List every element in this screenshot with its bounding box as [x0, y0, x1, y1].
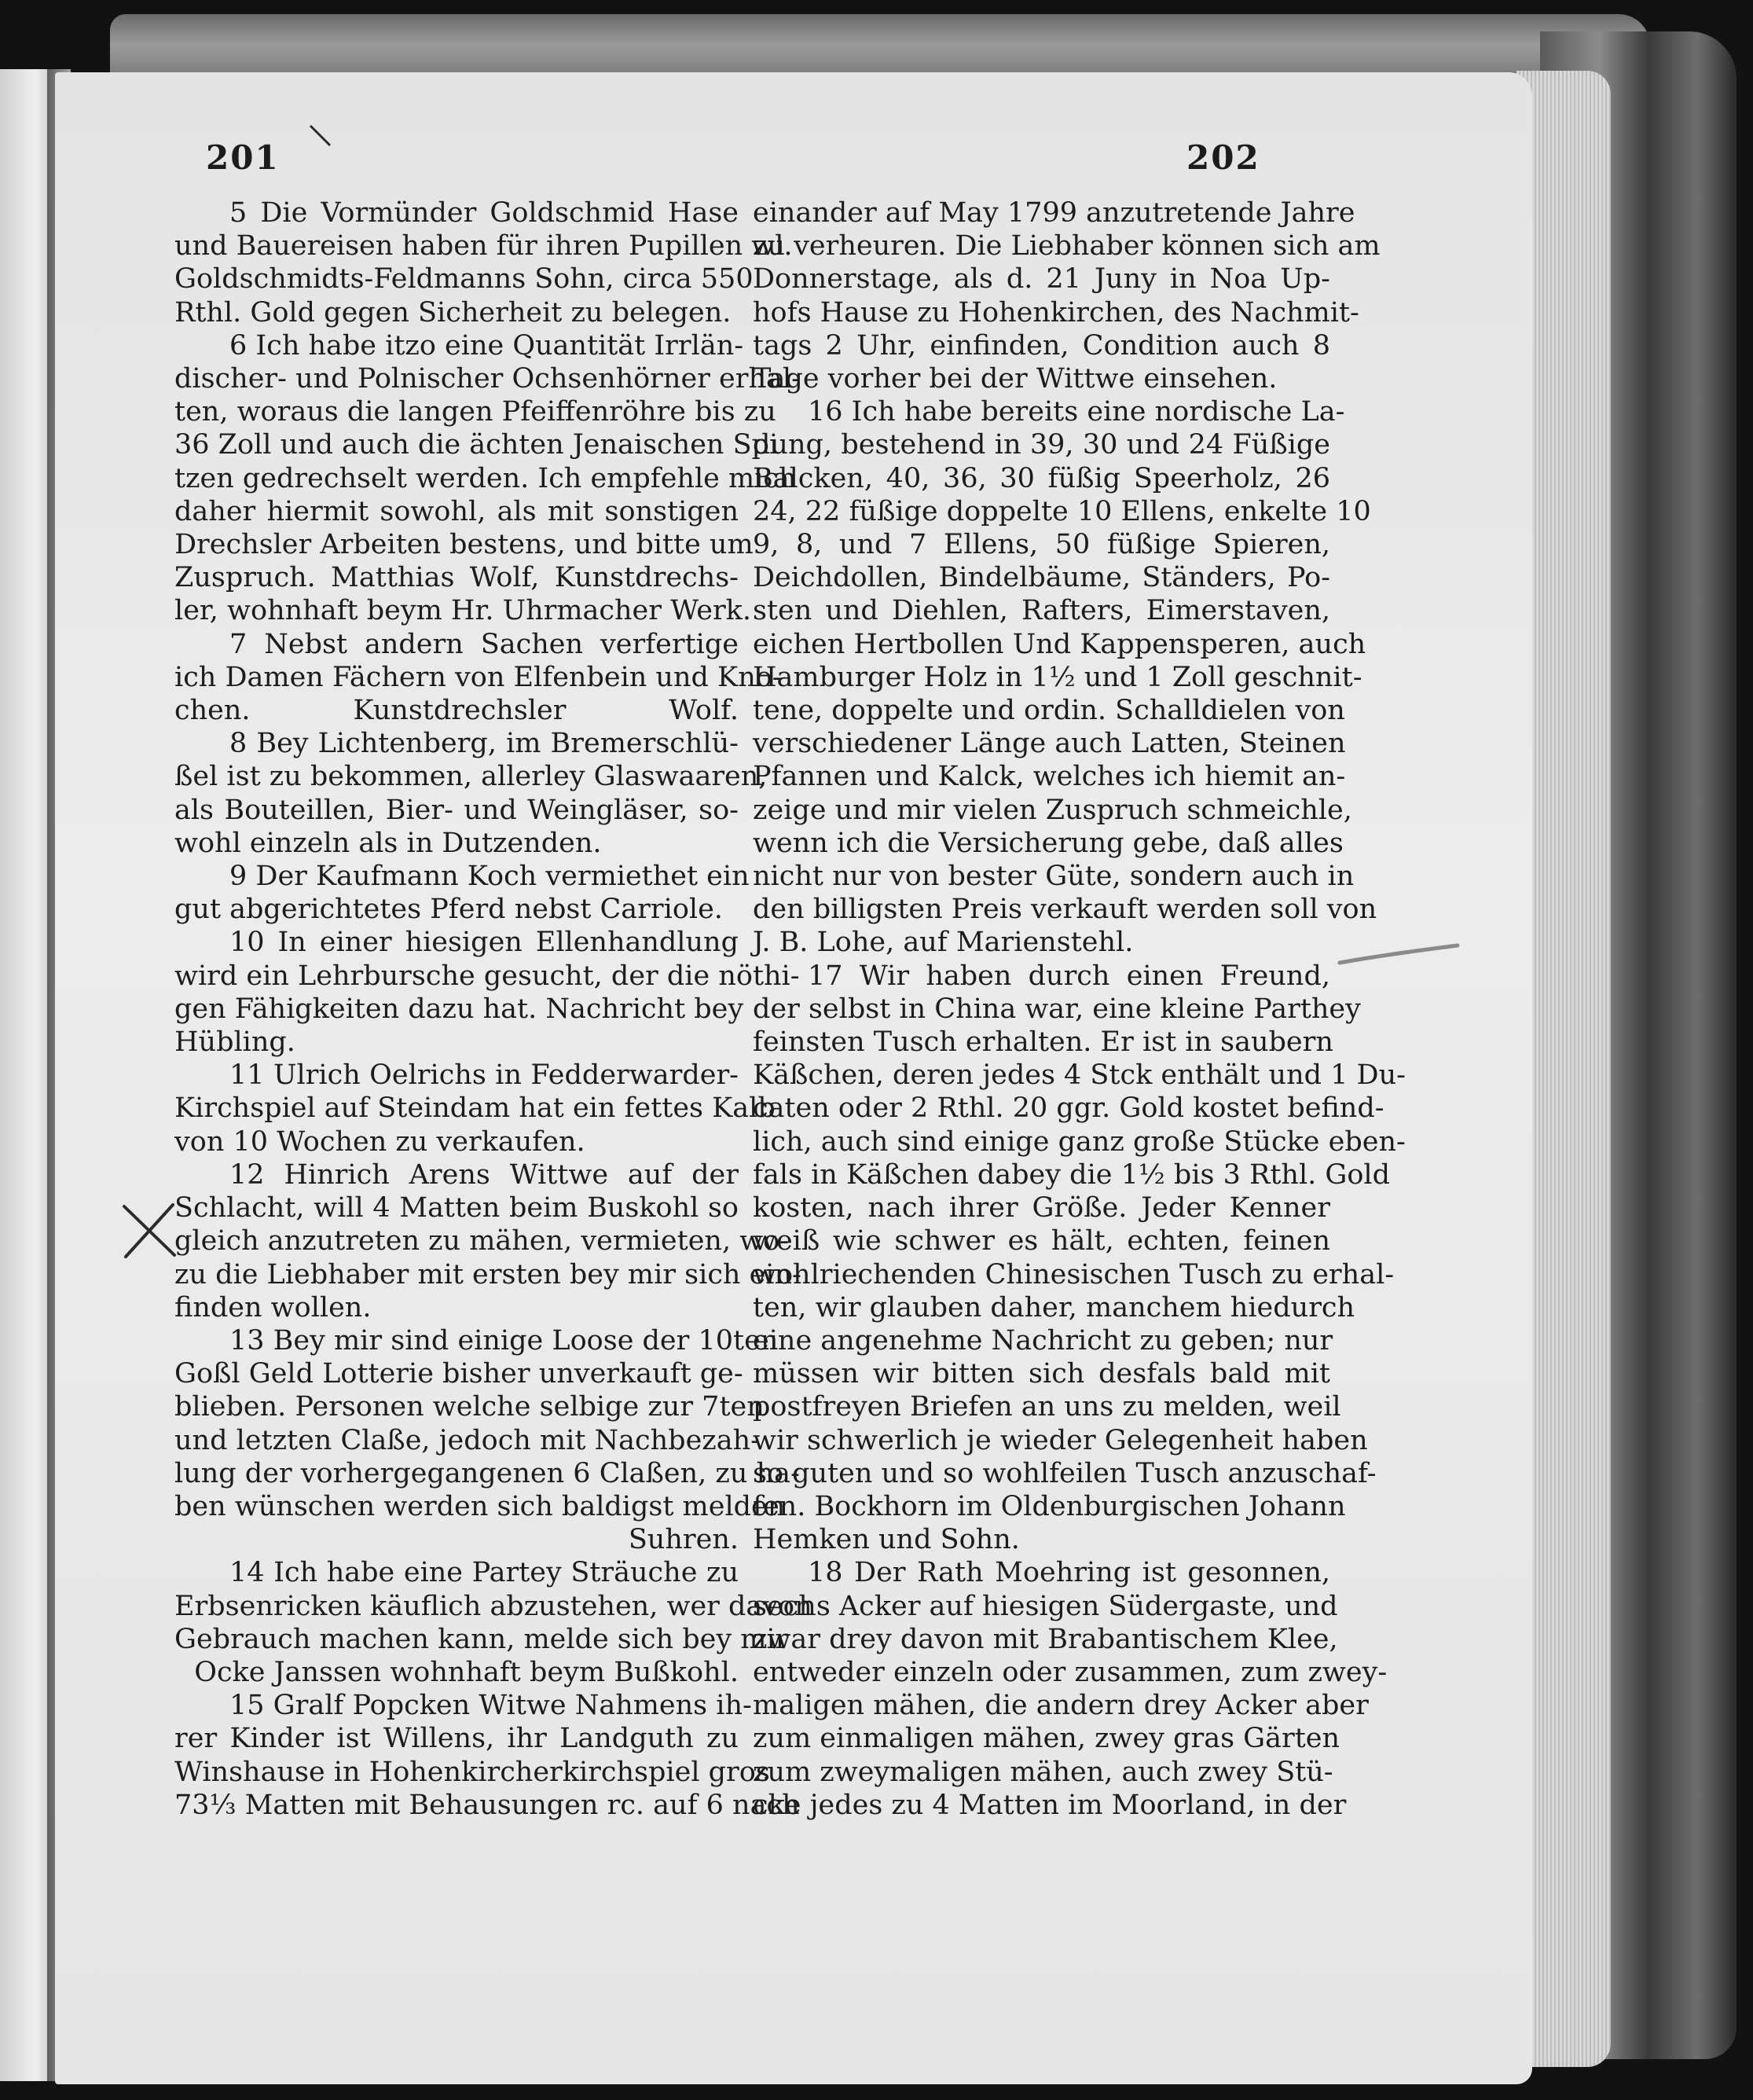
text-line: lung der vorhergegangenen 6 Claßen, zu ha-: [174, 1457, 800, 1489]
text-column-left: [174, 196, 812, 1822]
text-line: 8 Bey Lichtenberg, im Bremerschlü-: [229, 728, 739, 760]
text-line: 10 In einer hiesigen Ellenhandlung: [229, 927, 739, 959]
text-line: Schlacht, will 4 Matten beim Buskohl so: [174, 1192, 739, 1224]
text-line: 6 Ich habe itzo eine Quantität Irrlän-: [229, 329, 744, 362]
text-line: blieben. Personen welche selbige zur 7ten: [174, 1391, 765, 1423]
text-line: der selbst in China war, eine kleine Parthey: [753, 993, 1361, 1025]
text-line: zeige und mir vielen Zuspruch schmeichle,: [753, 794, 1352, 826]
text-line: Hamburger Holz in 1½ und 1 Zoll geschnit-: [753, 661, 1362, 693]
text-line: zu die Liebhaber mit ersten bey mir sich ein-: [174, 1258, 801, 1290]
text-line: Ocke Janssen wohnhaft beym Bußkohl.: [194, 1656, 739, 1688]
text-line: wohlriechenden Chinesischen Tusch zu erhal-: [753, 1258, 1395, 1290]
text-line: Deichdollen, Bindelbäume, Ständers, Po-: [753, 562, 1330, 594]
text-line: Goldschmidts-Feldmanns Sohn, circa 550: [174, 263, 754, 296]
text-line: 24, 22 füßige doppelte 10 Ellens, enkelte 10: [753, 495, 1371, 527]
text-line: 5 Die Vormünder Goldschmid Hase: [229, 197, 739, 229]
text-line: gut abgerichtetes Pferd nebst Carriole.: [174, 894, 723, 926]
text-line: 9 Der Kaufmann Koch vermiethet ein: [229, 861, 750, 893]
text-line: ich Damen Fächern von Elfenbein und Kno-: [174, 661, 782, 693]
text-line: daher hiermit sowohl, als mit sonstigen: [174, 495, 739, 527]
text-line: Zuspruch. Matthias Wolf, Kunstdrechs-: [174, 562, 739, 594]
text-line: 12 Hinrich Arens Wittwe auf der: [229, 1158, 739, 1191]
page-number-left: 201: [206, 138, 280, 177]
text-line: so guten und so wohlfeilen Tusch anzuschaf-: [753, 1457, 1377, 1489]
text-line: caten oder 2 Rthl. 20 ggr. Gold kostet befind-: [753, 1092, 1384, 1125]
text-line: 15 Gralf Popcken Witwe Nahmens ih-: [229, 1690, 752, 1722]
text-column-right: [753, 196, 1406, 1822]
text-line: Pfannen und Kalck, welches ich hiemit an-: [753, 761, 1346, 793]
text-line: Hübling.: [174, 1026, 295, 1059]
text-line: 18 Der Rath Moehring ist gesonnen,: [808, 1557, 1330, 1589]
text-line: 13 Bey mir sind einige Loose der 10ten: [229, 1324, 779, 1357]
text-line: wenn ich die Versicherung gebe, daß alles: [753, 827, 1344, 859]
text-line: kosten, nach ihrer Größe. Jeder Kenner: [753, 1192, 1330, 1224]
text-line: 36 Zoll und auch die ächten Jenaischen Spi: [174, 429, 779, 461]
text-line: lich, auch sind einige ganz große Stücke eben-: [753, 1125, 1406, 1158]
handwritten-x-mark: [118, 1199, 181, 1261]
text-line: postfreyen Briefen an uns zu melden, weil: [753, 1391, 1341, 1423]
text-line: 9, 8, und 7 Ellens, 50 füßige Spieren,: [753, 529, 1330, 561]
text-line: 16 Ich habe bereits eine nordische La-: [808, 396, 1345, 428]
text-line: fals in Käßchen dabey die 1½ bis 3 Rthl. Gold: [753, 1158, 1391, 1191]
text-line: Goßl Geld Lotterie bisher unverkauft ge-: [174, 1358, 743, 1390]
text-line: Käßchen, deren jedes 4 Stck enthält und 1 Du-: [753, 1059, 1406, 1092]
text-line: nicht nur von bester Güte, sondern auch in: [753, 861, 1355, 893]
text-line: und letzten Claße, jedoch mit Nachbezah-: [174, 1424, 760, 1456]
text-line: Drechsler Arbeiten bestens, und bitte um: [174, 529, 754, 561]
text-line: Suhren.: [628, 1524, 739, 1556]
text-line: 11 Ulrich Oelrichs in Fedderwarder-: [229, 1059, 739, 1092]
text-line: Kirchspiel auf Steindam hat ein fettes Kalb: [174, 1092, 776, 1125]
text-line: verschiedener Länge auch Latten, Steinen: [753, 728, 1346, 760]
text-line: und Bauereisen haben für ihren Pupillen wl.: [174, 230, 793, 262]
text-line: sten und Diehlen, Rafters, Eimerstaven,: [753, 595, 1330, 627]
text-line: ben wünschen werden sich baldigst melden: [174, 1490, 786, 1522]
text-line: zu verheuren. Die Liebhaber können sich am: [753, 230, 1381, 262]
ink-tick-mark: [306, 122, 338, 153]
text-line: 7 Nebst andern Sachen verfertige: [229, 628, 739, 660]
text-line: wird ein Lehrbursche gesucht, der die nöthi-: [174, 960, 800, 992]
text-line: feinsten Tusch erhalten. Er ist in saubern: [753, 1026, 1333, 1059]
text-line: discher- und Polnischer Ochsenhörner erhal-: [174, 363, 801, 395]
text-line: dung, bestehend in 39, 30 und 24 Füßige: [753, 429, 1330, 461]
text-line: maligen mähen, die andern drey Acker aber: [753, 1690, 1369, 1722]
text-line: Tage vorher bei der Wittwe einsehen.: [753, 363, 1278, 395]
text-line: eine angenehme Nachricht zu geben; nur: [753, 1324, 1333, 1357]
text-line: tene, doppelte und ordin. Schalldielen von: [753, 695, 1345, 727]
text-line: cke jedes zu 4 Matten im Moorland, in der: [753, 1789, 1347, 1821]
page-number-right: 202: [1186, 138, 1260, 177]
text-line: Donnerstage, als d. 21 Juny in Noa Up-: [753, 263, 1330, 296]
text-line: 14 Ich habe eine Partey Sträuche zu: [229, 1557, 739, 1589]
text-line: als Bouteillen, Bier- und Weingläser, so-: [174, 794, 739, 826]
text-line: finden wollen.: [174, 1291, 372, 1324]
text-line: tzen gedrechselt werden. Ich empfehle mich: [174, 462, 797, 494]
text-line: ten, wir glauben daher, manchem hiedurch: [753, 1291, 1355, 1324]
text-line: von 10 Wochen zu verkaufen.: [174, 1125, 585, 1158]
text-line: einander auf May 1799 anzutretende Jahre: [753, 197, 1355, 229]
text-line: chen. Kunstdrechsler Wolf.: [174, 695, 739, 727]
text-line: weiß wie schwer es hält, echten, feinen: [753, 1225, 1330, 1257]
book-cover-top-edge: [110, 14, 1650, 75]
text-line: eichen Hertbollen Und Kappensperen, auch: [753, 628, 1366, 660]
text-line: sechs Acker auf hiesigen Südergaste, und: [753, 1590, 1338, 1622]
text-line: ler, wohnhaft beym Hr. Uhrmacher Werk.: [174, 595, 752, 627]
text-line: wohl einzeln als in Dutzenden.: [174, 827, 602, 859]
text-line: zum einmaligen mähen, zwey gras Gärten: [753, 1723, 1340, 1755]
text-line: 73⅓ Matten mit Behausungen rc. auf 6 nach: [174, 1789, 800, 1821]
text-line: den billigsten Preis verkauft werden soll von: [753, 894, 1377, 926]
text-line: gen Fähigkeiten dazu hat. Nachricht bey: [174, 993, 744, 1025]
text-line: Hemken und Sohn.: [753, 1524, 1020, 1556]
text-line: fen. Bockhorn im Oldenburgischen Johann: [753, 1490, 1346, 1522]
text-line: gleich anzutreten zu mähen, vermieten, wo-: [174, 1225, 790, 1257]
text-line: entweder einzeln oder zusammen, zum zwey-: [753, 1656, 1388, 1688]
text-line: tags 2 Uhr, einfinden, Condition auch 8: [753, 329, 1330, 362]
text-line: wir schwerlich je wieder Gelegenheit haben: [753, 1424, 1368, 1456]
text-line: J. B. Lohe, auf Marienstehl.: [753, 927, 1134, 959]
text-line: ßel ist zu bekommen, allerley Glaswaaren,: [174, 761, 768, 793]
text-line: 17 Wir haben durch einen Freund,: [808, 960, 1330, 992]
text-line: Gebrauch machen kann, melde sich bey mir: [174, 1623, 789, 1655]
text-line: zwar drey davon mit Brabantischem Klee,: [753, 1623, 1338, 1655]
text-line: Erbsenricken käuflich abzustehen, wer davon: [174, 1590, 812, 1622]
text-line: zum zweymaligen mähen, auch zwey Stü-: [753, 1756, 1333, 1788]
text-line: müssen wir bitten sich desfals bald mit: [753, 1358, 1330, 1390]
text-line: ten, woraus die langen Pfeiffenröhre bis zu: [174, 396, 776, 428]
text-line: Rthl. Gold gegen Sicherheit zu belegen.: [174, 296, 732, 329]
text-line: rer Kinder ist Willens, ihr Landguth zu: [174, 1723, 739, 1755]
pencil-stroke-mark: [1336, 939, 1461, 971]
text-line: Balcken, 40, 36, 30 füßig Speerholz, 26: [753, 462, 1330, 494]
text-line: Winshause in Hohenkircherkirchspiel gros: [174, 1756, 770, 1788]
text-line: hofs Hause zu Hohenkirchen, des Nachmit-: [753, 296, 1359, 329]
